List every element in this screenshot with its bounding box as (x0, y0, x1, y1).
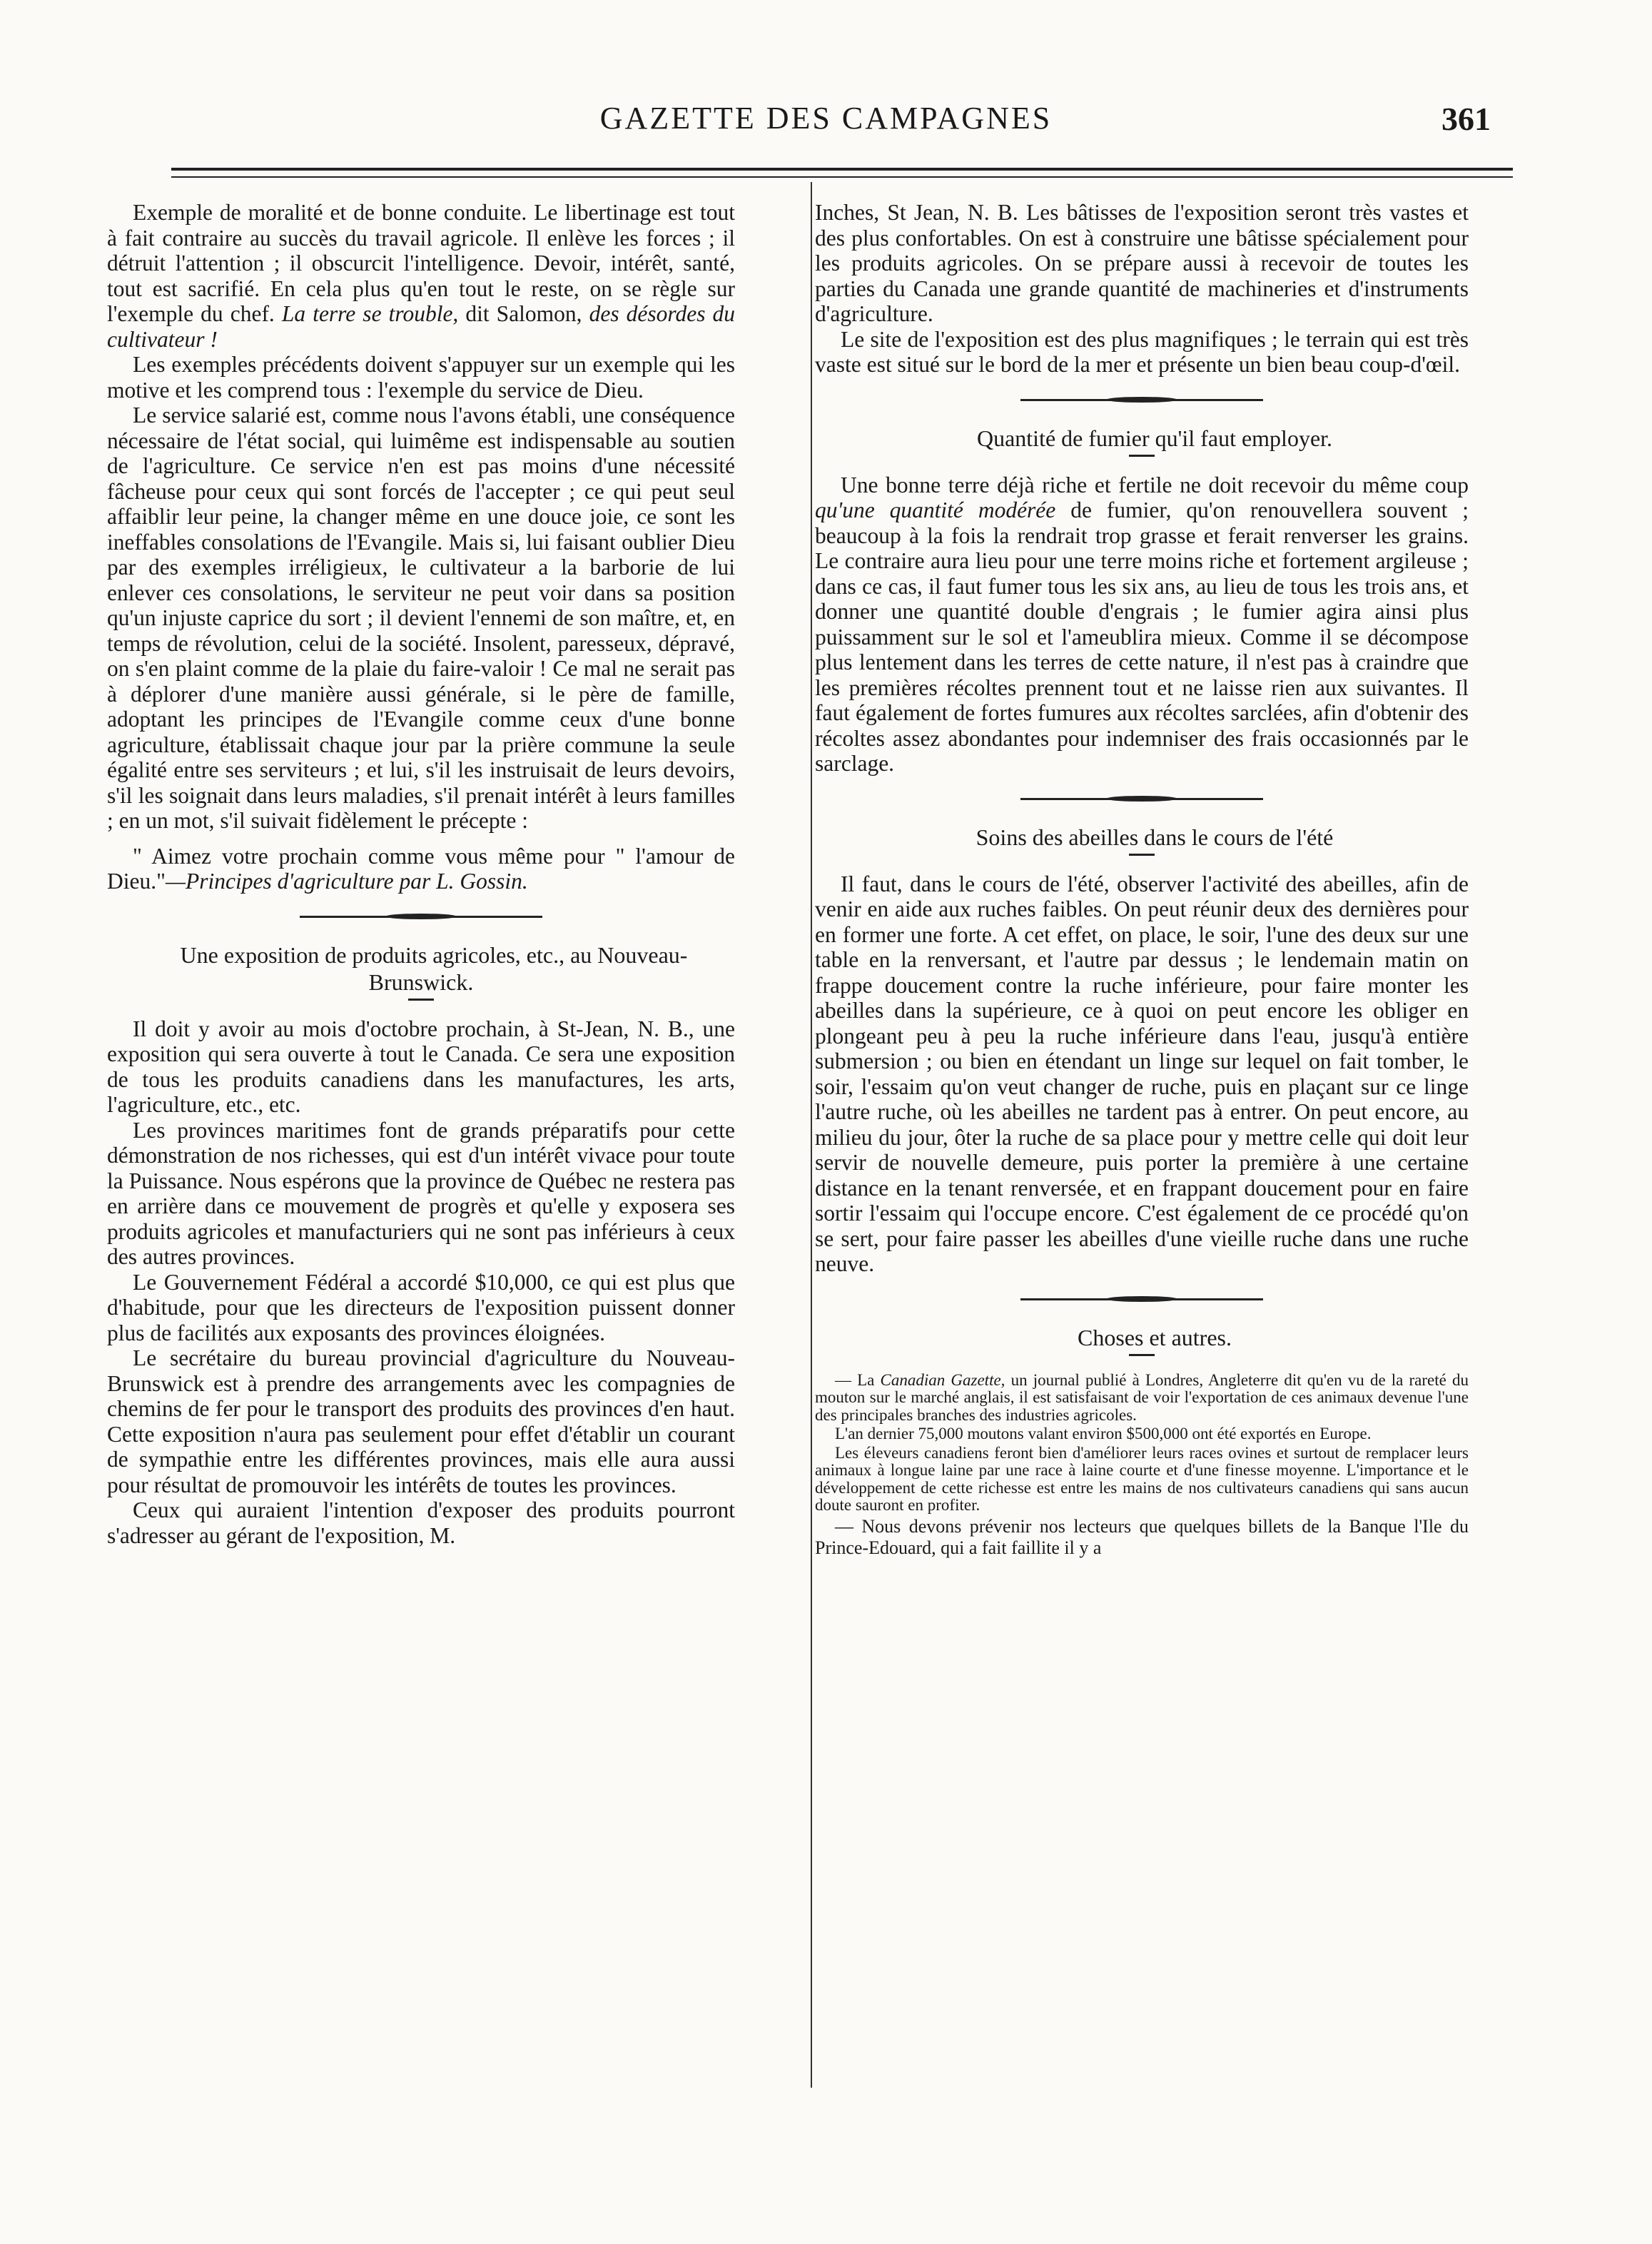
paragraph-expo-4: Le secrétaire du bureau provincial d'agriculture du Nouveau-Brunswick est à prendre des arrangements avec les compagnies de chemins de fer pour le transport des produits des provinces d'en haut. Cette exposition n'aura pas seulement pour effet d'établir un courant de sympathie entre les différentes provinces, mais elle aura aussi pour résultat de promouvoir les intérêts de toutes les provinces. (107, 1345, 735, 1497)
brief-canadian-gazette (815, 1372, 1469, 1425)
paragraph-expo-1: Il doit y avoir au mois d'octobre prochain, à St-Jean, N. B., une exposition qui sera ouverte à tout le Canada. Ce sera une exposition de tous les produits canadiens dans les manufactures, les arts, l'agriculture, etc., etc. (107, 1016, 735, 1117)
quote-text: des désordes du cultivateur ! (107, 301, 735, 352)
heading-rule (1129, 455, 1155, 457)
paragraph-fumier (815, 472, 1469, 777)
right-column (815, 200, 1469, 2098)
running-head (0, 100, 1652, 143)
paragraph-expo-site: Le site de l'exposition est des plus magnifiques ; le terrain qui est très vaste est situé sur le bord de la mer et présente un bien beau coup-d'œil. (815, 326, 1469, 377)
heading-rule (1129, 854, 1155, 856)
header-rule (171, 168, 1513, 171)
source-citation: —Principes d'agriculture par L. Gossin. (165, 869, 528, 894)
heading-fumier: Quantité de fumier qu'il faut employer. (976, 425, 1333, 451)
paragraph-expo-cont: Inches, St Jean, N. B. Les bâtisses de l'exposition seront très vastes et des plus confortables. On est à construire une bâtisse spécialement pour les produits agricoles. On se prépare aussi à recevoir de toutes les parties du Canada une grande quantité de machineries et d'instruments d'agriculture. (815, 200, 1469, 326)
paragraph-abeilles: Il faut, dans le cours de l'été, observer l'activité des abeilles, afin de venir en aide aux ruches faibles. On peut réunir deux des dernières pour en former une forte. A cet effet, on place, le soir, l'une des deux sur une table en la renversant, et l'autre par dessus ; le lendemain matin on frappe doucement contre la ruche inférieure, pour faire monter les abeilles dans la supérieure, ce à quoi on peut encore les obliger en plongeant peu à peu la ruche inférieure dans l'eau, jusqu'à entière submersion ; ou bien en étendant un linge sur lequel on fait tomber, le soir, l'essaim qu'on veut changer de ruche, puis en plaçant sur ce linge l'autre ruche, où les abeilles ne tardent pas à entrer. On peut encore, au milieu du jour, ôter la ruche de sa place pour y mettre celle qui doit leur servir de nouvelle demeure, puis porter la première à une certaine distance en la tenant renversée, et en frappant doucement pour en faire sortir l'essaim qui l'occupe encore. C'est également de ce procédé qu'on se sert, pour faire passer les abeilles d'une vieille ruche dans une ruche neuve. (815, 871, 1469, 1276)
publication-name: Canadian Gazette, (880, 1370, 1005, 1389)
brief-text: un journal publié à Londres, Angleterre dit qu'en vu de la rareté du mouton sur le marché anglais, il est satisfaisant de voir l'exportation de ces animaux devenue l'une des principales branches des industries agricoles. (815, 1370, 1469, 1424)
column-divider (811, 182, 812, 2088)
paragraph-exemples: Les exemples précédents doivent s'appuyer sur un exemple qui les motive et les comprend tous : l'exemple du service de Dieu. (107, 352, 735, 403)
page-number: 361 (1441, 101, 1491, 137)
paragraph-precepte (107, 844, 735, 894)
heading-abeilles: Soins des abeilles dans le cours de l'été (976, 824, 1334, 850)
heading-choses: Choses et autres. (1078, 1324, 1232, 1350)
paragraph-text: dit Salomon, (465, 301, 582, 326)
section-ornament (300, 911, 542, 921)
left-column (107, 200, 735, 2098)
brief-moutons: L'an dernier 75,000 moutons valant environ $500,000 ont été exportés en Europe. (835, 1425, 1372, 1442)
paragraph-text: Une bonne terre déjà riche et fertile ne doit recevoir du même coup (841, 472, 1469, 497)
paragraph-text: Exemple de moralité et de bonne conduite. Le libertinage est tout à fait contraire au succès du travail agricole. Il enlève les forces ; il détruit l'attention ; il obscurcit l'intelligence. Devoir, intérêt, santé, tout est sacrifié. En cela plus qu'en tout le reste, on se règle sur l'exemple du chef. (107, 200, 735, 326)
paragraph-text: de fumier, qu'on renouvellera souvent ; beaucoup à la fois la rendrait trop grasse et ferait renverser les grains. Le contraire aura lieu pour une terre moins riche et fortement argileuse ; dans ce cas, il faut fumer tous les six ans, au lieu de tous les trois ans, et donner une quantité double d'engrais ; le fumier agira ainsi plus puissamment sur le sol et l'ameublira mieux. Comme il se décompose plus lentement dans les terres de cette nature, il n'est pas à craindre que les premières récoltes prennent tout et ne laisse rien aux suivantes. Il faut également de fortes fumures aux récoltes sarclées, afin d'obtenir des récoltes assez abondantes pour indemniser des frais occasionnés par le sarclage. (815, 497, 1469, 776)
brief-billets: — Nous devons prévenir nos lecteurs que quelques billets de la Banque l'Ile du Prince-Edouard, qui a fait faillite il y a (815, 1515, 1469, 1558)
paragraph-expo-3: Le Gouvernement Fédéral a accordé $10,000, ce qui est plus que d'habitude, pour que les directeurs de l'exposition puissent donner plus de facilités aux exposants des provinces éloignées. (107, 1269, 735, 1345)
paragraph-moralite (107, 200, 735, 352)
heading-rule (1129, 1354, 1155, 1356)
paragraph-service: Le service salarié est, comme nous l'avons établi, une conséquence nécessaire de l'état social, qui luimême est indispensable au soutien de l'agriculture. Ce service n'en est pas moins d'une nécessité fâcheuse pour ceux qui sont forcés de l'accepter ; ce qui peut seul affaiblir leur peine, la changer même en une douce joie, ce sont les ineffables consolations de l'Evangile. Mais si, lui faisant oublier Dieu par des exemples irréligieux, le cultivateur a la barborie de lui enlever ces consolations, le serviteur ne peut voir dans sa position qu'un injuste caprice du sort ; il devient l'ennemi de son maître, et, en temps de révolution, celui de la société. Insolent, paresseux, dépravé, on s'en plaint comme de la plaie du faire-valoir ! Ce mal ne serait pas à déplorer d'une manière aussi générale, si le père de famille, adoptant les principes de l'Evangile comme ceux d'une bonne agriculture, établissait chaque jour par la prière commune la seule égalité entre ses serviteurs ; et lui, s'il les instruisait de leurs devoirs, s'il les soignait dans leurs maladies, s'il prenait intérêt à leurs familles ; en un mot, s'il suivait fidèlement le précepte : (107, 403, 735, 833)
section-ornament (1020, 794, 1263, 804)
heading-exposition: Une exposition de produits agricoles, etc., au Nouveau-Brunswick. (180, 941, 688, 995)
news-briefs (815, 1372, 1469, 1559)
heading-rule (408, 999, 434, 1001)
page-title: GAZETTE DES CAMPAGNES (599, 101, 1053, 136)
paragraph-expo-5: Ceux qui auraient l'intention d'exposer des produits pourront s'adresser au gérant de l'exposition, M. (107, 1497, 735, 1548)
brief-text: — La (835, 1370, 875, 1389)
quote-text: La terre se trouble, (281, 301, 459, 326)
paragraph-expo-2: Les provinces maritimes font de grands préparatifs pour cette démonstration de nos richesses, qui est d'un intérêt vivace pour toute la Puissance. Nous espérons que la province de Québec ne restera pas en arrière dans ce mouvement de progrès et qu'elle y exposera ses produits agricoles et manufacturiers qui ne sont pas inférieurs à ceux des autres provinces. (107, 1117, 735, 1269)
brief-eleveurs: Les éleveurs canadiens feront bien d'améliorer leurs races ovines et surtout de remplacer leurs animaux à longue laine par une race à laine courte et d'une finesse moyenne. L'importance et le développement de cette richesse est entre les mains de nos cultivateurs canadiens qui sans aucun doute sauront en profiter. (815, 1443, 1469, 1514)
header-rule-thin (171, 176, 1513, 178)
section-ornament (1020, 1294, 1263, 1304)
section-ornament (1020, 395, 1263, 405)
emphasis-text: qu'une quantité modérée (815, 497, 1056, 522)
quote-text: " Aimez votre prochain comme vous même pour " l'amour de Dieu." (107, 843, 735, 894)
